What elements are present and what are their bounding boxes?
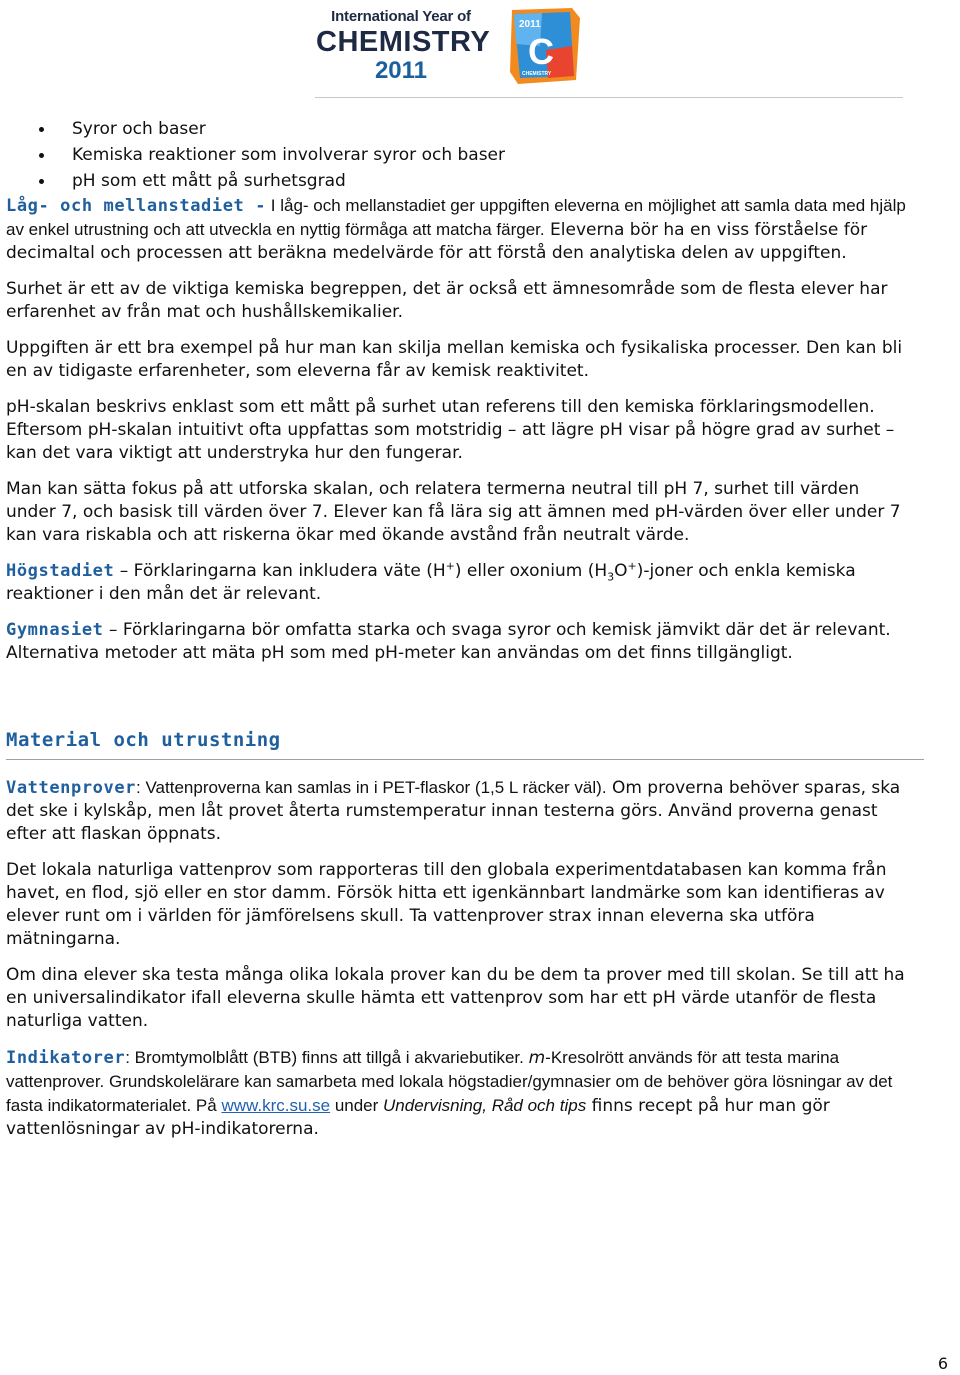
paragraph: Man kan sätta fokus på att utforska skalan, och relatera termerna neutral till pH 7, surhet till värden under 7, och basisk till värden över 7. Elever kan få lära sig att ämnen med pH-värden över eller under 7 kan vara riskabla och att riskerna ökar med ökande avstånd från neutralt värde. — [6, 479, 901, 545]
logo-line3: 2011 — [374, 57, 428, 84]
header-divider — [315, 97, 903, 98]
logo-line2: CHEMISTRY — [316, 26, 491, 58]
paragraph: Det lokala naturliga vattenprov som rapporteras till den globala experimentdatabasen kan komma från havet, en flod, sjö eller en stor damm. Försök hitta ett igenkännbart landmärke som kan identifieras av elever runt om i världen för jämförelsens skull. Ta vattenprover strax innan eleverna ska utföra mätningarna. — [6, 860, 887, 949]
topic-list — [6, 116, 906, 194]
section-heading: Material och utrustning — [6, 729, 924, 760]
svg-text:2011: 2011 — [519, 19, 541, 30]
paragraph: Uppgiften är ett bra exempel på hur man kan skilja mellan kemiska och fysikaliska processer. Den kan bli en av tidigaste erfarenheter, som eleverna får av kemisk reaktivitet. — [6, 338, 903, 381]
paragraph-gymnasiet: Gymnasiet – Förklaringarna bör omfatta starka och svaga syror och kemisk jämvikt där det är relevant. Alternativa metoder att mäta pH som med pH-meter kan användas om det finns tillgängligt. — [6, 620, 891, 663]
paragraph-indikatorer: Indikatorer: Bromtymolblått (BTB) finns att tillgå i akvariebutiker. m-Kresolrött används för att testa marina vattenprover. Grundskolelärare kan samarbeta med lokala högstadier/gymnasier om de behöver göra lösningar av det fasta indikatormaterialet. På www.krc.su.se under Undervisning, Råd och tips finns recept på hur man gör vattenlösningar av pH-indikatorerna. — [6, 1048, 893, 1139]
bullet-icon — [39, 179, 44, 184]
list-item: Syror och baser — [6, 116, 906, 142]
svg-text:C: C — [528, 31, 554, 72]
paragraph-hogstadiet: Högstadiet – Förklaringarna kan inkludera väte (H+) eller oxonium $(H_3O^+)$-joner och enkla kemiska reaktioner i den mån det är relevant. — [6, 559, 856, 604]
keyword-indikatorer: Indikatorer — [6, 1048, 126, 1068]
keyword-vattenprover: Vattenprover — [6, 778, 137, 798]
keyword-hogstadiet: Högstadiet — [6, 561, 115, 581]
bullet-icon — [39, 153, 44, 158]
svg-text:CHEMISTRY: CHEMISTRY — [522, 71, 552, 77]
list-item: pH som ett mått på surhetsgrad — [6, 168, 906, 194]
paragraph: Om dina elever ska testa många olika lokala prover kan du be dem ta prover med till skolan. Se till att ha en universalindikator ifall eleverna skulle hämta ett vattenprov som har ett pH värde utanför de flesta naturliga vatten. — [6, 965, 905, 1031]
krc-link[interactable]: www.krc.su.se — [221, 1096, 331, 1115]
bullet-icon — [39, 127, 44, 132]
document-body — [6, 116, 906, 1154]
paragraph: pH-skalan beskrivs enklast som ett mått på surhet utan referens till den kemiska förklaringsmodellen. Eftersom pH-skalan intuitivt ofta uppfattas som motstridig – att lägre pH visar på högre grad av surhet – kan det vara viktigt att understryka hur den fungerar. — [6, 397, 895, 463]
paragraph-lag-mellanstadiet: Låg- och mellanstadiet - I låg- och mellanstadiet ger uppgiften eleverna en möjlighet att samla data med hjälp av enkel utrustning och att utveckla en nyttig förmåga att matcha färger. Eleverna bör ha en viss förståelse för decimaltal och processen att beräkna medelvärde för att förstå den analytiska delen av uppgiften. — [6, 196, 906, 263]
list-item: Kemiska reaktioner som involverar syror och baser — [6, 142, 906, 168]
iyc-2011-logo — [316, 4, 616, 86]
keyword-gymnasiet: Gymnasiet — [6, 620, 104, 640]
paragraph-vattenprover: Vattenprover: Vattenproverna kan samlas in i PET-flaskor (1,5 L räcker väl). Om proverna behöver sparas, ska det ske i kylskåp, men låt provet återta rumstemperatur innan testerna görs. Använd proverna genast efter att flaskan öppnats. — [6, 778, 901, 844]
logo-line1: International Year of — [331, 8, 471, 25]
page-number: 6 — [937, 1354, 948, 1373]
iyc-cube-icon — [506, 6, 582, 86]
keyword-lag-mellanstadiet: Låg- och mellanstadiet - — [6, 196, 267, 216]
paragraph: Surhet är ett av de viktiga kemiska begreppen, det är också ett ämnesområde som de flesta elever har erfarenhet av från mat och hushållskemikalier. — [6, 279, 888, 322]
